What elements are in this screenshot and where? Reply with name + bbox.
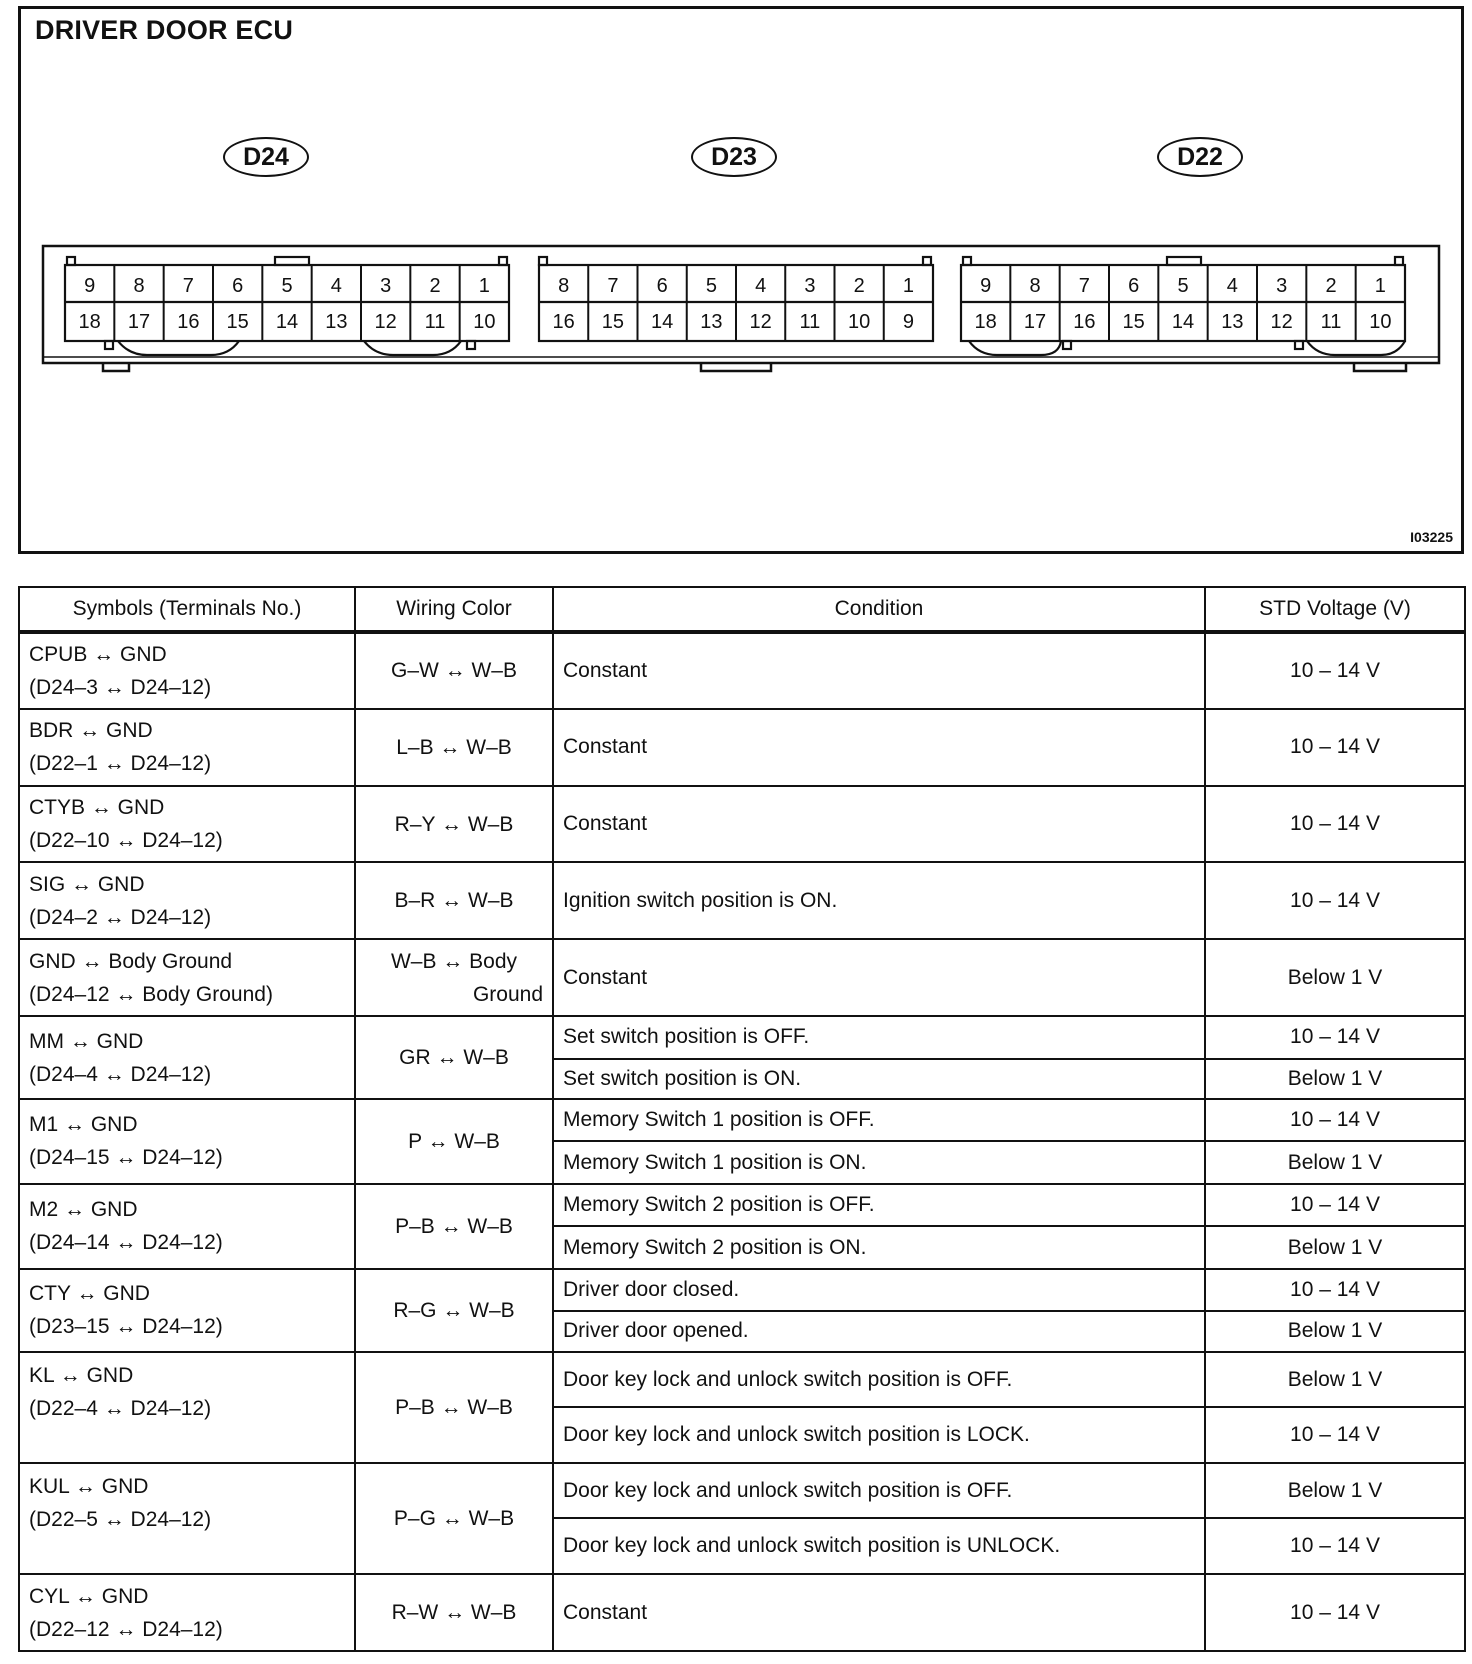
voltage-cell: Below 1 V xyxy=(1205,1226,1465,1268)
pin-number-d22: 14 xyxy=(1171,311,1195,333)
symbol-cell xyxy=(19,786,355,863)
pin-number-d24: 6 xyxy=(232,275,244,297)
table-row xyxy=(19,1574,1465,1651)
voltage-cell: Below 1 V xyxy=(1205,939,1465,1016)
wiring-color-cell: R–G ↔ W–B xyxy=(355,1269,553,1352)
condition-cell: Set switch position is ON. xyxy=(553,1059,1205,1099)
table-row xyxy=(19,1352,1465,1408)
condition-cell: Door key lock and unlock switch position is LOCK. xyxy=(553,1407,1205,1463)
table-row xyxy=(19,939,1465,1016)
symbol-text: KUL ↔ GND xyxy=(29,1474,149,1498)
pin-number-d22: 3 xyxy=(1276,275,1288,297)
condition-cell: Memory Switch 2 position is OFF. xyxy=(553,1184,1205,1226)
condition-cell: Constant xyxy=(553,1574,1205,1651)
symbol-text: BDR ↔ GND xyxy=(29,719,153,743)
condition-cell: Door key lock and unlock switch position is UNLOCK. xyxy=(553,1518,1205,1574)
symbol-cell xyxy=(19,1463,355,1574)
pin-number-d22: 11 xyxy=(1320,311,1342,333)
pin-number-d23: 8 xyxy=(558,275,570,297)
pin-number-d24: 11 xyxy=(424,311,446,333)
condition-cell: Constant xyxy=(553,786,1205,863)
symbol-text: CYL ↔ GND xyxy=(29,1584,149,1608)
table-row xyxy=(19,1463,1465,1519)
pin-number-d22: 16 xyxy=(1073,311,1096,333)
voltage-cell: Below 1 V xyxy=(1205,1463,1465,1519)
terminals-text: (D22–10 ↔ D24–12) xyxy=(29,829,223,853)
symbol-cell xyxy=(19,862,355,939)
symbol-cell xyxy=(19,1016,355,1099)
symbol-cell xyxy=(19,632,355,709)
voltage-cell: 10 – 14 V xyxy=(1205,1407,1465,1463)
condition-cell: Driver door opened. xyxy=(553,1311,1205,1351)
header-std-voltage: STD Voltage (V) xyxy=(1205,587,1465,632)
connector-drawing xyxy=(21,9,1461,549)
terminal-spec-table xyxy=(18,586,1466,1652)
symbol-text: CTY ↔ GND xyxy=(29,1282,150,1306)
wiring-color-cell: P–B ↔ W–B xyxy=(355,1184,553,1269)
symbol-text: KL ↔ GND xyxy=(29,1363,134,1387)
voltage-cell: Below 1 V xyxy=(1205,1141,1465,1183)
table-row xyxy=(19,709,1465,786)
pin-number-d24: 12 xyxy=(374,311,397,333)
symbol-text: M1 ↔ GND xyxy=(29,1113,138,1137)
pin-number-d24: 7 xyxy=(182,275,194,297)
terminals-text: (D24–12 ↔ Body Ground) xyxy=(29,982,273,1006)
wiring-color-cell: P–G ↔ W–B xyxy=(355,1463,553,1574)
wiring-color-cell xyxy=(355,939,553,1016)
pin-number-d24: 1 xyxy=(478,275,490,297)
pin-number-d23: 13 xyxy=(700,311,723,333)
condition-cell: Memory Switch 1 position is OFF. xyxy=(553,1099,1205,1141)
pin-number-d24: 9 xyxy=(84,275,96,297)
pin-number-d22: 13 xyxy=(1221,311,1244,333)
pin-number-d23: 3 xyxy=(804,275,816,297)
connector-label-d22: D22 xyxy=(1157,137,1243,177)
voltage-cell: Below 1 V xyxy=(1205,1059,1465,1099)
pin-number-d24: 16 xyxy=(177,311,200,333)
pin-number-d23: 7 xyxy=(607,275,619,297)
pin-number-d23: 14 xyxy=(651,311,674,333)
terminals-text: (D24–4 ↔ D24–12) xyxy=(29,1062,212,1086)
pin-number-d23: 15 xyxy=(601,311,624,333)
pin-number-d23: 12 xyxy=(749,311,772,333)
voltage-cell: 10 – 14 V xyxy=(1205,1518,1465,1574)
symbol-text: GND ↔ Body Ground xyxy=(29,949,233,973)
voltage-cell: 10 – 14 V xyxy=(1205,709,1465,786)
wiring-color-cell: G–W ↔ W–B xyxy=(355,632,553,709)
terminals-text: (D22–1 ↔ D24–12) xyxy=(29,752,212,776)
voltage-cell: 10 – 14 V xyxy=(1205,1016,1465,1058)
pin-number-d22: 5 xyxy=(1177,275,1189,297)
pin-number-d24: 14 xyxy=(275,311,299,333)
table-row xyxy=(19,1269,1465,1311)
pin-number-d22: 17 xyxy=(1023,311,1047,333)
voltage-cell: 10 – 14 V xyxy=(1205,862,1465,939)
pin-number-d23: 5 xyxy=(705,275,717,297)
pin-number-d22: 15 xyxy=(1122,311,1145,333)
pin-number-d24: 8 xyxy=(133,275,145,297)
connector-d24 xyxy=(65,257,509,355)
pin-number-d24: 13 xyxy=(325,311,348,333)
pin-number-d24: 15 xyxy=(226,311,249,333)
voltage-cell: 10 – 14 V xyxy=(1205,1184,1465,1226)
pin-number-d23: 9 xyxy=(902,311,914,333)
condition-cell: Ignition switch position is ON. xyxy=(553,862,1205,939)
symbol-text: CPUB ↔ GND xyxy=(29,642,167,666)
pin-number-d22: 9 xyxy=(980,275,992,297)
table-row xyxy=(19,862,1465,939)
pin-number-d23: 16 xyxy=(552,311,575,333)
symbol-text: M2 ↔ GND xyxy=(29,1198,138,1222)
wiring-color-cell: P ↔ W–B xyxy=(355,1099,553,1184)
terminals-text: (D24–2 ↔ D24–12) xyxy=(29,905,212,929)
connector-label-d23: D23 xyxy=(691,137,777,177)
condition-cell: Door key lock and unlock switch position is OFF. xyxy=(553,1463,1205,1519)
symbol-text: MM ↔ GND xyxy=(29,1029,144,1053)
terminals-text: (D24–3 ↔ D24–12) xyxy=(29,675,212,699)
wiring-color-cell: P–B ↔ W–B xyxy=(355,1352,553,1463)
pin-number-d24: 18 xyxy=(78,311,101,333)
terminals-text: (D23–15 ↔ D24–12) xyxy=(29,1315,223,1339)
terminals-text: (D24–14 ↔ D24–12) xyxy=(29,1231,223,1255)
pin-number-d24: 5 xyxy=(281,275,293,297)
connector-label-d24: D24 xyxy=(223,137,309,177)
table-row xyxy=(19,786,1465,863)
voltage-cell: Below 1 V xyxy=(1205,1352,1465,1408)
pin-number-d23: 6 xyxy=(656,275,668,297)
pin-number-d24: 17 xyxy=(127,311,151,333)
condition-cell: Constant xyxy=(553,632,1205,709)
connector-d22 xyxy=(961,257,1405,355)
header-wiring-color: Wiring Color xyxy=(355,587,553,632)
pin-number-d22: 12 xyxy=(1270,311,1293,333)
header-symbols: Symbols (Terminals No.) xyxy=(19,587,355,632)
terminals-text: (D22–4 ↔ D24–12) xyxy=(29,1396,212,1420)
table-row xyxy=(19,632,1465,709)
wiring-text: W–B ↔ Body xyxy=(390,949,518,973)
condition-cell: Constant xyxy=(553,939,1205,1016)
symbol-cell xyxy=(19,1099,355,1184)
pin-number-d23: 4 xyxy=(755,275,767,297)
symbol-text: SIG ↔ GND xyxy=(29,872,145,896)
pin-number-d24: 4 xyxy=(330,275,342,297)
symbol-cell xyxy=(19,1574,355,1651)
diagram-title: DRIVER DOOR ECU xyxy=(35,15,294,45)
voltage-cell: Below 1 V xyxy=(1205,1311,1465,1351)
pin-number-d24: 2 xyxy=(429,275,441,297)
connector-diagram xyxy=(18,6,1464,554)
pin-number-d23: 1 xyxy=(902,275,914,297)
wiring-color-cell: B–R ↔ W–B xyxy=(355,862,553,939)
pin-number-d22: 1 xyxy=(1374,275,1386,297)
pin-number-d22: 7 xyxy=(1078,275,1090,297)
pin-number-d22: 4 xyxy=(1226,275,1238,297)
pin-number-d22: 18 xyxy=(974,311,997,333)
condition-cell: Memory Switch 2 position is ON. xyxy=(553,1226,1205,1268)
condition-cell: Memory Switch 1 position is ON. xyxy=(553,1141,1205,1183)
diagram-code: I03225 xyxy=(1410,529,1453,545)
table-header-row xyxy=(19,587,1465,632)
pin-number-d22: 2 xyxy=(1325,275,1337,297)
symbol-cell xyxy=(19,1269,355,1352)
pin-number-d24: 10 xyxy=(473,311,496,333)
voltage-cell: 10 – 14 V xyxy=(1205,1099,1465,1141)
symbol-cell xyxy=(19,1184,355,1269)
pin-number-d24: 3 xyxy=(380,275,392,297)
table-row xyxy=(19,1184,1465,1226)
condition-cell: Constant xyxy=(553,709,1205,786)
voltage-cell: 10 – 14 V xyxy=(1205,632,1465,709)
voltage-cell: 10 – 14 V xyxy=(1205,786,1465,863)
wiring-text-continued: Ground xyxy=(472,982,543,1006)
wiring-color-cell: R–Y ↔ W–B xyxy=(355,786,553,863)
pin-number-d23: 10 xyxy=(848,311,871,333)
pin-number-d23: 11 xyxy=(799,311,821,333)
pin-number-d22: 10 xyxy=(1369,311,1392,333)
voltage-cell: 10 – 14 V xyxy=(1205,1269,1465,1311)
pin-number-d22: 6 xyxy=(1128,275,1140,297)
condition-cell: Door key lock and unlock switch position is OFF. xyxy=(553,1352,1205,1408)
terminals-text: (D22–5 ↔ D24–12) xyxy=(29,1507,212,1531)
wiring-color-cell: GR ↔ W–B xyxy=(355,1016,553,1099)
table-row xyxy=(19,1016,1465,1058)
condition-cell: Set switch position is OFF. xyxy=(553,1016,1205,1058)
table-row xyxy=(19,1099,1465,1141)
wiring-color-cell: L–B ↔ W–B xyxy=(355,709,553,786)
condition-cell: Driver door closed. xyxy=(553,1269,1205,1311)
symbol-cell xyxy=(19,709,355,786)
pin-number-d22: 8 xyxy=(1029,275,1041,297)
symbol-cell xyxy=(19,1352,355,1463)
voltage-cell: 10 – 14 V xyxy=(1205,1574,1465,1651)
wiring-color-cell: R–W ↔ W–B xyxy=(355,1574,553,1651)
symbol-text: CTYB ↔ GND xyxy=(29,796,165,820)
symbol-cell xyxy=(19,939,355,1016)
header-condition: Condition xyxy=(553,587,1205,632)
terminals-text: (D22–12 ↔ D24–12) xyxy=(29,1617,223,1641)
terminals-text: (D24–15 ↔ D24–12) xyxy=(29,1146,223,1170)
pin-number-d23: 2 xyxy=(853,275,865,297)
